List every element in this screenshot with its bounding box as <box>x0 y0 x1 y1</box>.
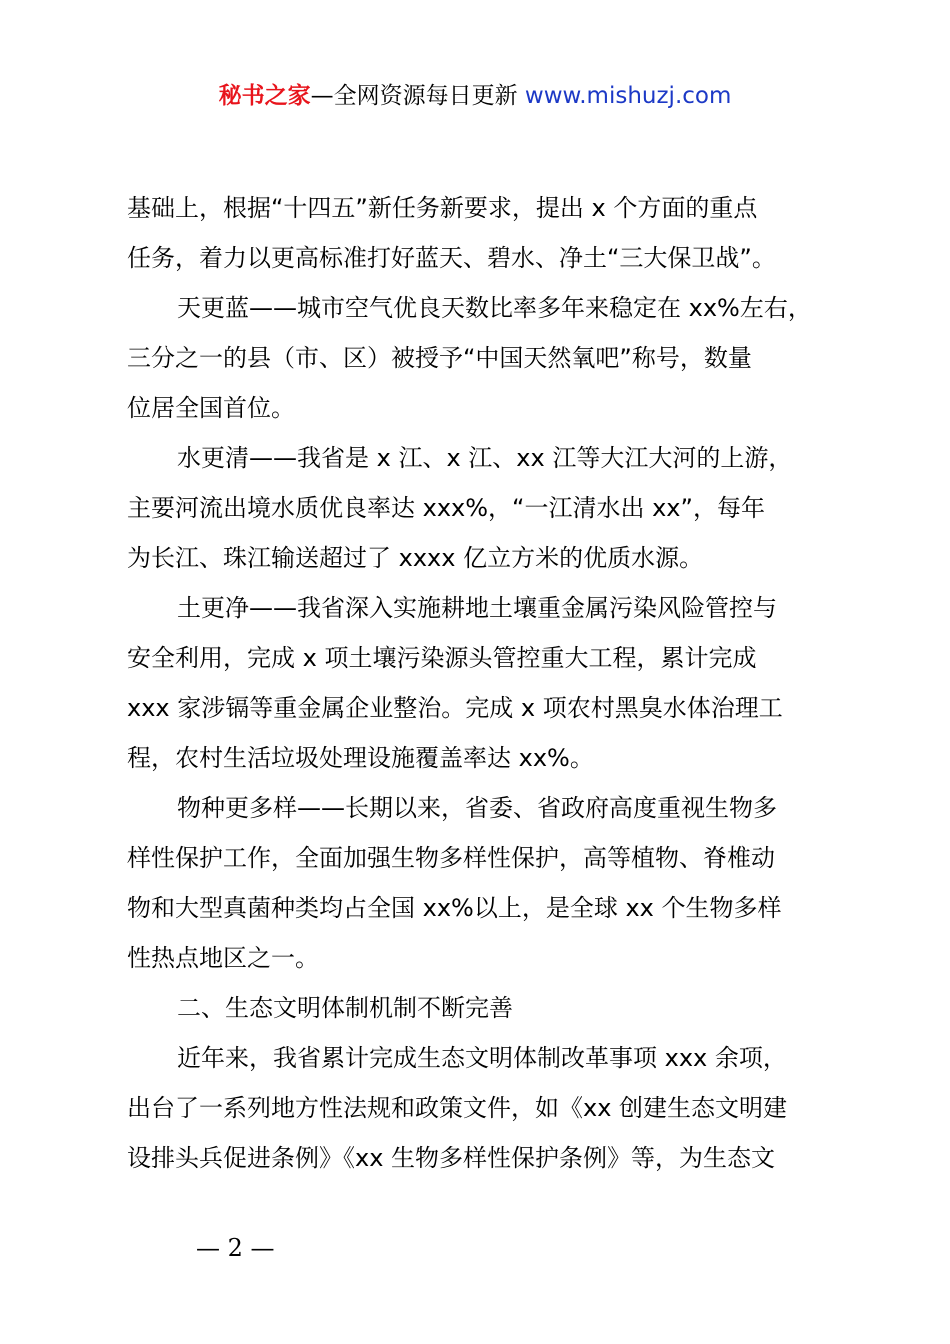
text-line: 主要河流出境水质优良率达 xxx%，“一江清水出 xx”，每年 <box>127 494 765 522</box>
text-line: 水更清——我省是 x 江、x 江、xx 江等大江大河的上游， <box>177 444 793 472</box>
brand-name: 秘书之家 <box>218 83 311 109</box>
text-line: 为长江、珠江输送超过了 xxxx 亿立方米的优质水源。 <box>127 544 704 572</box>
text-line: 三分之一的县（市、区）被授予“中国天然氧吧”称号，数量 <box>127 344 752 372</box>
text-line: 位居全国首位。 <box>127 394 295 422</box>
text-line: 物和大型真菌种类均占全国 xx%以上，是全球 xx 个生物多样 <box>127 894 782 922</box>
page-number: — 2 — <box>196 1234 275 1262</box>
text-line: 天更蓝——城市空气优良天数比率多年来稳定在 xx%左右， <box>177 294 812 322</box>
text-line: 程，农村生活垃圾处理设施覆盖率达 xx%。 <box>127 744 594 772</box>
text-line: 任务，着力以更高标准打好蓝天、碧水、净土“三大保卫战”。 <box>127 244 776 272</box>
header-slogan: —全网资源每日更新 <box>310 83 518 109</box>
text-line: 近年来，我省累计完成生态文明体制改革事项 xxx 余项， <box>177 1044 787 1072</box>
text-line: 物种更多样——长期以来，省委、省政府高度重视生物多 <box>177 794 777 822</box>
website-link[interactable]: www.mishuzj.com <box>524 83 732 109</box>
text-line: 出台了一系列地方性法规和政策文件，如《xx 创建生态文明建 <box>127 1094 788 1122</box>
text-line: 土更净——我省深入实施耕地土壤重金属污染风险管控与 <box>177 594 777 622</box>
text-line: 二、生态文明体制机制不断完善 <box>177 994 513 1022</box>
document-header <box>0 78 950 114</box>
text-line: 安全利用，完成 x 项土壤污染源头管控重大工程，累计完成 <box>127 644 757 672</box>
text-line: 性热点地区之一。 <box>127 944 319 972</box>
text-line: 样性保护工作，全面加强生物多样性保护，高等植物、脊椎动 <box>127 844 775 872</box>
text-line: xxx 家涉镉等重金属企业整治。完成 x 项农村黑臭水体治理工 <box>127 694 783 722</box>
document-body <box>127 183 839 1183</box>
text-line: 基础上，根据“十四五”新任务新要求，提出 x 个方面的重点 <box>127 194 758 222</box>
text-line: 设排头兵促进条例》《xx 生物多样性保护条例》等，为生态文 <box>127 1144 776 1172</box>
